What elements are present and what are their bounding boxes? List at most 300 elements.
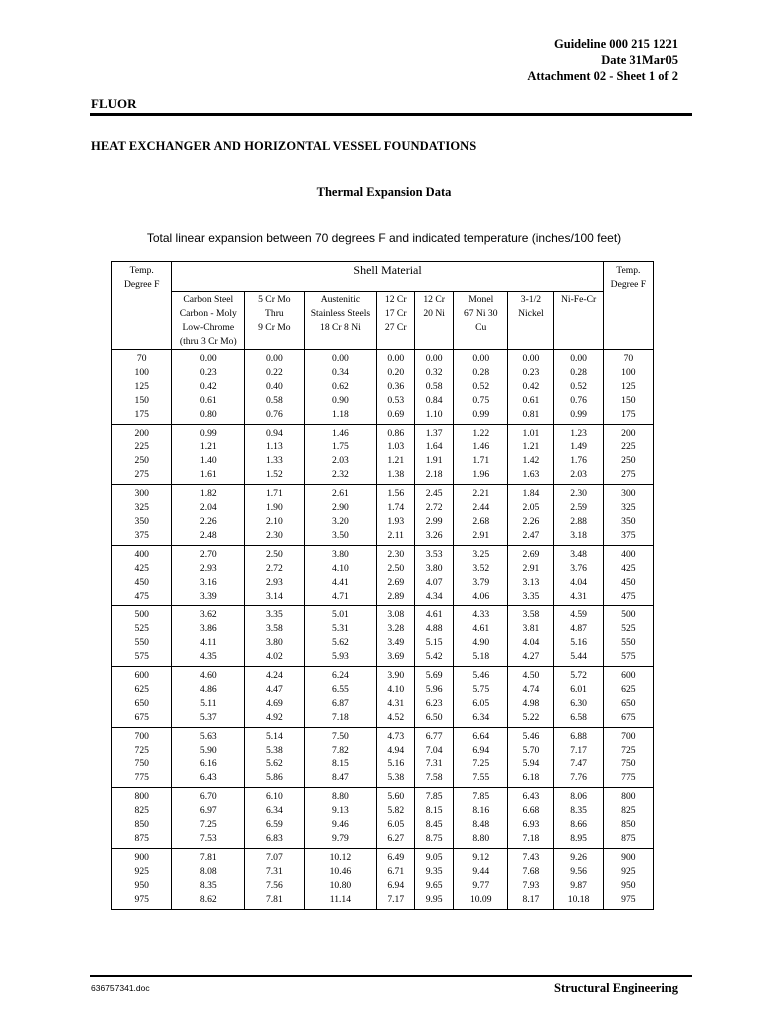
- expansion-value-cell: 7.17: [554, 744, 603, 758]
- shell-material-header: Shell Material: [172, 262, 603, 292]
- table-row: [112, 501, 654, 515]
- material-header-line: Carbon - Moly: [179, 307, 237, 319]
- expansion-value-cell: 0.00: [415, 350, 454, 366]
- expansion-value-cell: 5.42: [415, 650, 454, 666]
- temp-header-right: [603, 262, 653, 350]
- expansion-value-cell: 4.73: [377, 727, 415, 743]
- expansion-value-cell: 8.47: [304, 771, 377, 787]
- expansion-value-cell: 3.80: [245, 636, 304, 650]
- temperature-cell: 575: [603, 650, 653, 666]
- expansion-value-cell: 5.63: [172, 727, 245, 743]
- expansion-value-cell: 1.82: [172, 485, 245, 501]
- expansion-value-cell: 3.28: [377, 622, 415, 636]
- expansion-value-cell: 5.62: [245, 757, 304, 771]
- expansion-value-cell: 1.93: [377, 515, 415, 529]
- expansion-value-cell: 4.04: [508, 636, 554, 650]
- temp-header-line: Degree F: [124, 278, 160, 290]
- temperature-cell: 800: [603, 788, 653, 804]
- temperature-cell: 375: [112, 529, 172, 545]
- temperature-cell: 725: [603, 744, 653, 758]
- expansion-value-cell: 5.11: [172, 697, 245, 711]
- expansion-value-cell: 0.94: [245, 424, 304, 440]
- expansion-value-cell: 5.31: [304, 622, 377, 636]
- temperature-cell: 275: [603, 468, 653, 484]
- expansion-value-cell: 0.23: [508, 366, 554, 380]
- expansion-value-cell: 0.22: [245, 366, 304, 380]
- expansion-value-cell: 7.56: [245, 879, 304, 893]
- expansion-value-cell: 4.04: [554, 576, 603, 590]
- expansion-value-cell: 4.94: [377, 744, 415, 758]
- material-header-line: Nickel: [518, 307, 544, 319]
- expansion-value-cell: 0.58: [245, 394, 304, 408]
- table-row: [112, 408, 654, 424]
- expansion-value-cell: 2.11: [377, 529, 415, 545]
- material-header-5: [454, 292, 508, 350]
- expansion-value-cell: 3.25: [454, 545, 508, 561]
- expansion-value-cell: 1.52: [245, 468, 304, 484]
- temperature-cell: 700: [603, 727, 653, 743]
- temperature-cell: 775: [603, 771, 653, 787]
- material-header-3: [377, 292, 415, 350]
- temperature-cell: 425: [112, 562, 172, 576]
- expansion-value-cell: 2.89: [377, 590, 415, 606]
- temperature-cell: 700: [112, 727, 172, 743]
- table-row: [112, 865, 654, 879]
- expansion-value-cell: 6.94: [454, 744, 508, 758]
- expansion-value-cell: 7.53: [172, 832, 245, 848]
- expansion-value-cell: 5.16: [554, 636, 603, 650]
- temperature-cell: 325: [112, 501, 172, 515]
- expansion-value-cell: 5.18: [454, 650, 508, 666]
- expansion-value-cell: 1.71: [454, 454, 508, 468]
- expansion-value-cell: 9.12: [454, 848, 508, 864]
- expansion-value-cell: 5.94: [508, 757, 554, 771]
- expansion-value-cell: 0.32: [415, 366, 454, 380]
- table-row: [112, 727, 654, 743]
- expansion-value-cell: 5.96: [415, 683, 454, 697]
- expansion-value-cell: 3.39: [172, 590, 245, 606]
- expansion-value-cell: 2.21: [454, 485, 508, 501]
- expansion-value-cell: 2.03: [304, 454, 377, 468]
- temperature-cell: 450: [112, 576, 172, 590]
- expansion-value-cell: 0.28: [454, 366, 508, 380]
- expansion-value-cell: 2.26: [508, 515, 554, 529]
- expansion-value-cell: 0.99: [554, 408, 603, 424]
- expansion-value-cell: 4.34: [415, 590, 454, 606]
- expansion-value-cell: 2.72: [245, 562, 304, 576]
- guideline-number: Guideline 000 215 1221: [554, 37, 678, 51]
- footer-divider: [90, 975, 692, 977]
- thermal-expansion-table-container: [111, 261, 654, 910]
- expansion-value-cell: 2.50: [245, 545, 304, 561]
- expansion-value-cell: 1.10: [415, 408, 454, 424]
- expansion-value-cell: 8.15: [415, 804, 454, 818]
- expansion-value-cell: 0.00: [172, 350, 245, 366]
- expansion-value-cell: 1.40: [172, 454, 245, 468]
- table-row: [112, 771, 654, 787]
- expansion-value-cell: 0.75: [454, 394, 508, 408]
- document-header: [527, 36, 678, 84]
- expansion-value-cell: 1.84: [508, 485, 554, 501]
- expansion-value-cell: 7.25: [172, 818, 245, 832]
- material-header-1: [245, 292, 304, 350]
- expansion-value-cell: 5.86: [245, 771, 304, 787]
- expansion-value-cell: 6.23: [415, 697, 454, 711]
- temperature-cell: 125: [112, 380, 172, 394]
- table-row: [112, 394, 654, 408]
- expansion-value-cell: 2.68: [454, 515, 508, 529]
- temperature-cell: 125: [603, 380, 653, 394]
- temperature-cell: 575: [112, 650, 172, 666]
- expansion-value-cell: 6.49: [377, 848, 415, 864]
- expansion-value-cell: 1.21: [172, 440, 245, 454]
- table-header-row-1: [112, 262, 654, 292]
- temperature-cell: 525: [112, 622, 172, 636]
- expansion-value-cell: 5.46: [454, 667, 508, 683]
- expansion-value-cell: 3.86: [172, 622, 245, 636]
- temp-header-line: Degree F: [610, 278, 647, 290]
- temperature-cell: 250: [112, 454, 172, 468]
- temperature-cell: 625: [603, 683, 653, 697]
- material-header-6: [508, 292, 554, 350]
- table-row: [112, 893, 654, 909]
- expansion-value-cell: 6.05: [377, 818, 415, 832]
- expansion-value-cell: 6.16: [172, 757, 245, 771]
- expansion-value-cell: 0.52: [454, 380, 508, 394]
- expansion-value-cell: 7.76: [554, 771, 603, 787]
- expansion-value-cell: 6.27: [377, 832, 415, 848]
- material-header-line: 12 Cr: [384, 294, 407, 305]
- temperature-cell: 300: [112, 485, 172, 501]
- expansion-value-cell: 4.88: [415, 622, 454, 636]
- expansion-value-cell: 7.04: [415, 744, 454, 758]
- expansion-value-cell: 9.26: [554, 848, 603, 864]
- expansion-value-cell: 0.84: [415, 394, 454, 408]
- expansion-value-cell: 2.72: [415, 501, 454, 515]
- expansion-value-cell: 7.18: [304, 711, 377, 727]
- temperature-cell: 225: [603, 440, 653, 454]
- expansion-value-cell: 3.76: [554, 562, 603, 576]
- expansion-value-cell: 2.50: [377, 562, 415, 576]
- expansion-value-cell: 5.70: [508, 744, 554, 758]
- expansion-value-cell: 5.22: [508, 711, 554, 727]
- temperature-cell: 550: [112, 636, 172, 650]
- expansion-value-cell: 1.38: [377, 468, 415, 484]
- expansion-value-cell: 6.88: [554, 727, 603, 743]
- document-title: HEAT EXCHANGER AND HORIZONTAL VESSEL FOUNDATIONS: [91, 139, 477, 153]
- expansion-value-cell: 0.90: [304, 394, 377, 408]
- expansion-value-cell: 5.75: [454, 683, 508, 697]
- material-header-line: 5 Cr Mo: [258, 294, 291, 305]
- expansion-value-cell: 5.01: [304, 606, 377, 622]
- expansion-value-cell: 2.10: [245, 515, 304, 529]
- temperature-cell: 925: [112, 865, 172, 879]
- temperature-cell: 750: [603, 757, 653, 771]
- material-header-line: 67 Ni 30: [463, 307, 498, 319]
- temperature-cell: 450: [603, 576, 653, 590]
- expansion-value-cell: 1.56: [377, 485, 415, 501]
- table-row: [112, 818, 654, 832]
- expansion-value-cell: 3.80: [415, 562, 454, 576]
- table-row: [112, 804, 654, 818]
- temperature-cell: 350: [603, 515, 653, 529]
- table-subtitle: Thermal Expansion Data: [316, 185, 452, 199]
- expansion-value-cell: 1.33: [245, 454, 304, 468]
- expansion-value-cell: 5.46: [508, 727, 554, 743]
- temperature-cell: 475: [603, 590, 653, 606]
- expansion-value-cell: 2.69: [508, 545, 554, 561]
- expansion-value-cell: 6.10: [245, 788, 304, 804]
- expansion-value-cell: 0.00: [454, 350, 508, 366]
- expansion-value-cell: 7.18: [508, 832, 554, 848]
- expansion-value-cell: 3.26: [415, 529, 454, 545]
- table-row: [112, 650, 654, 666]
- material-header-4: [415, 292, 454, 350]
- expansion-value-cell: 4.47: [245, 683, 304, 697]
- expansion-value-cell: 10.09: [454, 893, 508, 909]
- expansion-value-cell: 1.18: [304, 408, 377, 424]
- expansion-value-cell: 7.17: [377, 893, 415, 909]
- expansion-value-cell: 0.34: [304, 366, 377, 380]
- expansion-value-cell: 7.31: [415, 757, 454, 771]
- expansion-value-cell: 2.93: [172, 562, 245, 576]
- expansion-value-cell: 0.80: [172, 408, 245, 424]
- expansion-value-cell: 0.52: [554, 380, 603, 394]
- temperature-cell: 325: [603, 501, 653, 515]
- temperature-cell: 675: [112, 711, 172, 727]
- expansion-value-cell: 2.32: [304, 468, 377, 484]
- temperature-cell: 650: [603, 697, 653, 711]
- expansion-value-cell: 0.00: [245, 350, 304, 366]
- table-row: [112, 744, 654, 758]
- expansion-value-cell: 0.23: [172, 366, 245, 380]
- expansion-value-cell: 1.96: [454, 468, 508, 484]
- expansion-value-cell: 8.08: [172, 865, 245, 879]
- expansion-value-cell: 5.15: [415, 636, 454, 650]
- header-divider: [90, 113, 692, 116]
- expansion-value-cell: 1.03: [377, 440, 415, 454]
- temperature-cell: 400: [112, 545, 172, 561]
- expansion-value-cell: 5.60: [377, 788, 415, 804]
- expansion-value-cell: 0.99: [172, 424, 245, 440]
- expansion-value-cell: 7.85: [454, 788, 508, 804]
- table-row: [112, 832, 654, 848]
- temperature-cell: 600: [603, 667, 653, 683]
- material-header-2: [304, 292, 377, 350]
- expansion-value-cell: 4.69: [245, 697, 304, 711]
- expansion-value-cell: 8.62: [172, 893, 245, 909]
- expansion-value-cell: 6.18: [508, 771, 554, 787]
- expansion-value-cell: 1.74: [377, 501, 415, 515]
- company-name: FLUOR: [91, 96, 137, 111]
- expansion-value-cell: 3.18: [554, 529, 603, 545]
- expansion-value-cell: 8.95: [554, 832, 603, 848]
- temperature-cell: 900: [603, 848, 653, 864]
- temperature-cell: 775: [112, 771, 172, 787]
- material-header-line: Austenitic: [320, 294, 361, 305]
- expansion-value-cell: 0.20: [377, 366, 415, 380]
- expansion-value-cell: 2.59: [554, 501, 603, 515]
- expansion-value-cell: 3.58: [508, 606, 554, 622]
- expansion-value-cell: 2.26: [172, 515, 245, 529]
- thermal-expansion-table: [111, 261, 654, 910]
- expansion-value-cell: 3.20: [304, 515, 377, 529]
- expansion-value-cell: 5.69: [415, 667, 454, 683]
- temperature-cell: 300: [603, 485, 653, 501]
- material-header-line: 27 Cr: [384, 321, 407, 333]
- temperature-cell: 100: [112, 366, 172, 380]
- expansion-value-cell: 5.62: [304, 636, 377, 650]
- temperature-cell: 150: [112, 394, 172, 408]
- temperature-cell: 800: [112, 788, 172, 804]
- expansion-value-cell: 1.71: [245, 485, 304, 501]
- expansion-value-cell: 10.12: [304, 848, 377, 864]
- temperature-cell: 475: [112, 590, 172, 606]
- expansion-value-cell: 4.98: [508, 697, 554, 711]
- expansion-value-cell: 2.48: [172, 529, 245, 545]
- expansion-value-cell: 5.82: [377, 804, 415, 818]
- expansion-value-cell: 9.46: [304, 818, 377, 832]
- expansion-value-cell: 2.61: [304, 485, 377, 501]
- expansion-value-cell: 4.61: [454, 622, 508, 636]
- table-row: [112, 848, 654, 864]
- expansion-value-cell: 2.44: [454, 501, 508, 515]
- expansion-value-cell: 9.35: [415, 865, 454, 879]
- expansion-value-cell: 0.00: [304, 350, 377, 366]
- table-row: [112, 590, 654, 606]
- expansion-value-cell: 1.13: [245, 440, 304, 454]
- expansion-value-cell: 1.01: [508, 424, 554, 440]
- expansion-value-cell: 4.11: [172, 636, 245, 650]
- expansion-value-cell: 3.90: [377, 667, 415, 683]
- expansion-value-cell: 7.50: [304, 727, 377, 743]
- expansion-value-cell: 8.75: [415, 832, 454, 848]
- material-header-line: Cu: [475, 321, 487, 333]
- temperature-cell: 600: [112, 667, 172, 683]
- expansion-value-cell: 0.61: [172, 394, 245, 408]
- expansion-value-cell: 4.33: [454, 606, 508, 622]
- table-row: [112, 697, 654, 711]
- expansion-value-cell: 4.10: [377, 683, 415, 697]
- table-row: [112, 636, 654, 650]
- expansion-value-cell: 3.81: [508, 622, 554, 636]
- expansion-value-cell: 8.06: [554, 788, 603, 804]
- expansion-value-cell: 6.97: [172, 804, 245, 818]
- table-row: [112, 454, 654, 468]
- expansion-value-cell: 6.43: [508, 788, 554, 804]
- expansion-value-cell: 3.79: [454, 576, 508, 590]
- footer-filename: 636757341.doc: [91, 983, 150, 993]
- expansion-value-cell: 0.42: [508, 380, 554, 394]
- material-header-line: Carbon Steel: [183, 294, 234, 305]
- temperature-cell: 500: [112, 606, 172, 622]
- expansion-value-cell: 5.90: [172, 744, 245, 758]
- temperature-cell: 70: [112, 350, 172, 366]
- temperature-cell: 725: [112, 744, 172, 758]
- table-caption: Total linear expansion between 70 degrees F and indicated temperature (inches/100 feet): [146, 231, 622, 245]
- table-row: [112, 366, 654, 380]
- expansion-value-cell: 3.50: [304, 529, 377, 545]
- expansion-value-cell: 3.62: [172, 606, 245, 622]
- table-row: [112, 683, 654, 697]
- material-header-line: 12 Cr: [423, 294, 445, 305]
- expansion-value-cell: 2.99: [415, 515, 454, 529]
- table-row: [112, 440, 654, 454]
- expansion-value-cell: 4.92: [245, 711, 304, 727]
- expansion-value-cell: 0.00: [377, 350, 415, 366]
- expansion-value-cell: 2.70: [172, 545, 245, 561]
- table-row: [112, 350, 654, 366]
- expansion-value-cell: 1.63: [508, 468, 554, 484]
- table-row: [112, 529, 654, 545]
- expansion-value-cell: 5.37: [172, 711, 245, 727]
- expansion-value-cell: 3.14: [245, 590, 304, 606]
- expansion-value-cell: 3.53: [415, 545, 454, 561]
- expansion-value-cell: 6.93: [508, 818, 554, 832]
- temperature-cell: 825: [112, 804, 172, 818]
- expansion-value-cell: 0.58: [415, 380, 454, 394]
- expansion-value-cell: 2.91: [508, 562, 554, 576]
- expansion-value-cell: 6.34: [454, 711, 508, 727]
- expansion-value-cell: 0.53: [377, 394, 415, 408]
- temperature-cell: 100: [603, 366, 653, 380]
- expansion-value-cell: 4.27: [508, 650, 554, 666]
- expansion-value-cell: 3.35: [245, 606, 304, 622]
- table-row: [112, 485, 654, 501]
- expansion-value-cell: 2.47: [508, 529, 554, 545]
- expansion-value-cell: 0.76: [554, 394, 603, 408]
- expansion-value-cell: 4.24: [245, 667, 304, 683]
- expansion-value-cell: 4.41: [304, 576, 377, 590]
- table-row: [112, 622, 654, 636]
- temperature-cell: 825: [603, 804, 653, 818]
- material-header-line: 3-1/2: [520, 294, 542, 305]
- expansion-value-cell: 7.07: [245, 848, 304, 864]
- expansion-value-cell: 8.15: [304, 757, 377, 771]
- expansion-value-cell: 4.31: [554, 590, 603, 606]
- expansion-value-cell: 2.45: [415, 485, 454, 501]
- expansion-value-cell: 5.72: [554, 667, 603, 683]
- temperature-cell: 625: [112, 683, 172, 697]
- expansion-value-cell: 7.82: [304, 744, 377, 758]
- expansion-value-cell: 4.74: [508, 683, 554, 697]
- expansion-value-cell: 6.01: [554, 683, 603, 697]
- expansion-value-cell: 6.77: [415, 727, 454, 743]
- expansion-value-cell: 6.71: [377, 865, 415, 879]
- table-row: [112, 545, 654, 561]
- expansion-value-cell: 7.58: [415, 771, 454, 787]
- temperature-cell: 500: [603, 606, 653, 622]
- expansion-value-cell: 1.23: [554, 424, 603, 440]
- expansion-value-cell: 7.68: [508, 865, 554, 879]
- expansion-value-cell: 1.91: [415, 454, 454, 468]
- table-row: [112, 468, 654, 484]
- expansion-value-cell: 2.18: [415, 468, 454, 484]
- temperature-cell: 350: [112, 515, 172, 529]
- expansion-value-cell: 1.76: [554, 454, 603, 468]
- temperature-cell: 225: [112, 440, 172, 454]
- material-header-line: 18 Cr 8 Ni: [320, 321, 361, 333]
- expansion-value-cell: 5.93: [304, 650, 377, 666]
- expansion-value-cell: 4.71: [304, 590, 377, 606]
- expansion-value-cell: 9.05: [415, 848, 454, 864]
- expansion-value-cell: 4.31: [377, 697, 415, 711]
- material-header-line: Ni-Fe-Cr: [561, 294, 597, 305]
- expansion-value-cell: 5.14: [245, 727, 304, 743]
- temperature-cell: 425: [603, 562, 653, 576]
- expansion-value-cell: 4.87: [554, 622, 603, 636]
- temperature-cell: 850: [603, 818, 653, 832]
